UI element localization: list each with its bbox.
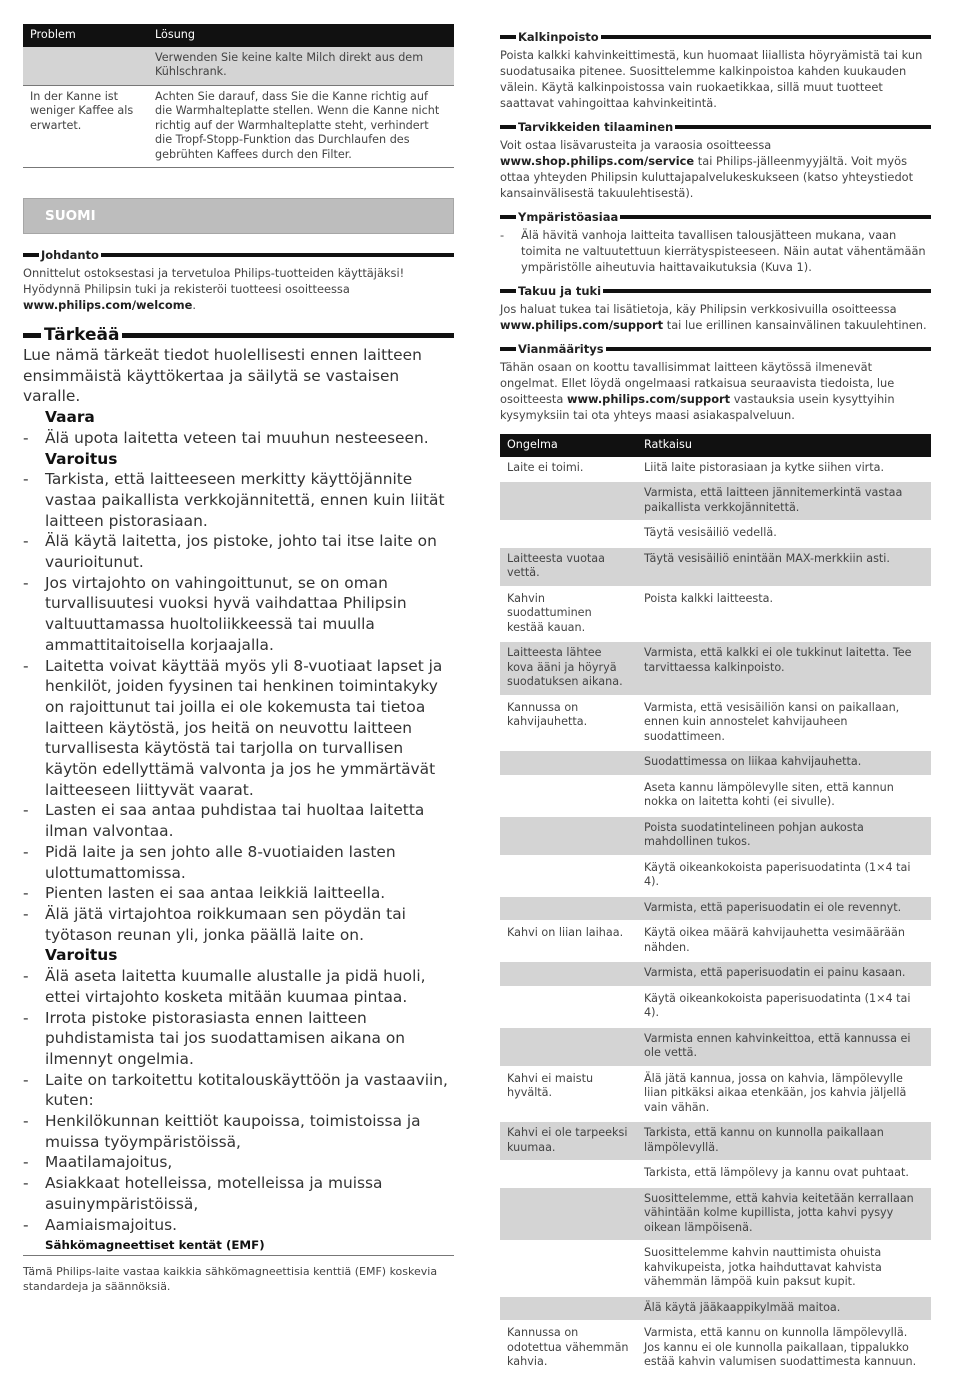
takuu-section [500, 284, 931, 333]
table-row [500, 776, 931, 816]
problem-cell [500, 1027, 637, 1067]
text: Tähän osaan on koottu tavallisimmat laitteen käytössä ilmenevät ongelmat. Ellet löydä ongelmaasi ratkaisua seuraavista tiedoista, lue osoitteesta [500, 360, 895, 407]
text: tai lue erillinen kansainvälinen takuulehtinen. [663, 318, 927, 333]
list-item: - Henkilökunnan keittiöt kaupoissa, toimistoissa ja muissa työympäristöissä, [23, 1111, 454, 1152]
table-row [500, 1027, 931, 1067]
text: . [192, 298, 196, 312]
solution-cell: Käytä oikeankokoista paperisuodatinta (1×4 tai 4). [637, 856, 931, 896]
heading-rule [101, 253, 454, 257]
heading-rule [603, 289, 931, 293]
heading-rule [122, 333, 454, 338]
solution-cell: Verwenden Sie keine kalte Milch direkt aus dem Kühlschrank. [148, 47, 454, 86]
table-row [500, 521, 931, 547]
table-row [500, 1161, 931, 1187]
table-body [500, 457, 931, 1376]
varoitus-heading: Varoitus [45, 946, 118, 965]
problem-cell: Kannussa on odotettua vähemmän kahvia. [500, 1321, 637, 1376]
tarvikkeet-text [500, 137, 931, 201]
johdanto-section [23, 248, 454, 313]
language-bar: SUOMI [23, 198, 454, 234]
ymparisto-heading [500, 210, 931, 224]
problem-cell [500, 1187, 637, 1242]
tarvikkeet-section [500, 120, 931, 201]
table-row [500, 1241, 931, 1296]
table-row [500, 481, 931, 521]
heading-rule [606, 347, 931, 351]
shop-link[interactable]: www.shop.philips.com/service [500, 154, 695, 168]
ymparisto-section [500, 210, 931, 275]
list-item: - Älä aseta laitetta kuumalle alustalle ja pidä huoli, ettei virtajohto kosketa mitään kuumaa pintaa. [23, 966, 454, 1007]
solution-cell: Varmista, että paperisuodatin ei ole revennyt. [637, 896, 931, 922]
list-item: - Älä jätä virtajohtoa roikkumaan sen pöydän tai työtason reunan yli, jonka päällä laite on. [23, 904, 454, 945]
tarkeaa-section [23, 325, 454, 1294]
header-solution: Ratkaisu [637, 434, 931, 457]
list-item: - Laitetta voivat käyttää myös yli 8-vuotiaat lapset ja henkilöt, joiden fyysinen tai henkinen toimintakyky on rajoittunut tai joilla ei ole kokemusta tai tietoa laitteen käytöstä, jos heitä on neuvottu laitteen turvallisesta käytöstä tai tarjolla on turvallisen käytön edellyttämä valvonta ja jos he ymmärtävät laitteeseen liittyvät vaarat. [23, 656, 454, 801]
emf-text: Tämä Philips-laite vastaa kaikkia sähkömagneettisia kenttiä (EMF) koskevia standardeja ja säännöksiä. [23, 1265, 438, 1294]
heading-rule [620, 215, 931, 219]
solution-cell: Tarkista, että kannu on kunnolla paikallaan lämpölevyllä. [637, 1121, 931, 1161]
solution-cell: Varmista, että paperisuodatin ei painu kasaan. [637, 961, 931, 987]
list-item: - Lasten ei saa antaa puhdistaa tai huoltaa laitetta ilman valvontaa. [23, 800, 454, 841]
heading-text: Vianmääritys [518, 342, 604, 357]
heading-rule [675, 125, 931, 129]
text: tai Philips-jälleenmyyjältä. Voit myös ottaa yhteyden Philipsin kuluttajapalvelukeskukseen (katso yhteystiedot kansainvälisestä takuulehtisestä). [500, 154, 914, 200]
list-item: - Maatilamajoitus, [23, 1152, 454, 1173]
vianmaaritys-section [500, 342, 931, 423]
takuu-text [500, 301, 931, 333]
problem-cell [500, 987, 637, 1027]
problem-cell [500, 856, 637, 896]
solution-cell: Täytä vesisäiliö vedellä. [637, 521, 931, 547]
ymparisto-list [500, 228, 931, 275]
takuu-heading [500, 284, 931, 298]
solution-cell: Suosittelemme, että kahvia keitetään kerrallaan vähintään kolme kupillista, jotta kahvi pysyy oikean lämpöisenä. [637, 1187, 931, 1242]
kalkinpoisto-section [500, 30, 931, 111]
kalkinpoisto-text: Poista kalkki kahvinkeittimestä, kun huomaat liiallista höyryämistä tai kun suodatusaika pitenee. Suosittelemme kalkinpoistoa kahden kuukauden välein. Käytä kalkinpoistossa vain ruokaetikkaa, sillä muut tuotteet saattavat vahingoittaa kahvinkeitintä. [500, 48, 923, 110]
heading-rule [500, 347, 516, 351]
heading-rule [500, 35, 516, 39]
solution-cell: Suosittelemme kahvin nauttimista ohuista kahvikupeista, jotka haihduttavat kahvista vähemmän lämpöä kuin paksut kupit. [637, 1241, 931, 1296]
solution-cell: Tarkista, että lämpölevy ja kannu ovat puhtaat. [637, 1161, 931, 1187]
fi-troubleshooting-table [500, 434, 931, 1377]
welcome-link[interactable]: www.philips.com/welcome [23, 298, 193, 312]
left-column [23, 24, 454, 1294]
list-item: - Irrota pistoke pistorasiasta ennen laitteen puhdistamista tai jos suodattamisen aikana on ilmennyt ongelmia. [23, 1008, 454, 1070]
table-header-row [500, 434, 931, 457]
text: vastauksia usein kysyttyihin kysymyksiin tai ota yhteys maasi asiakaspalveluun. [500, 392, 895, 423]
johdanto-heading [23, 248, 454, 262]
problem-cell [500, 521, 637, 547]
list-item: - Pidä laite ja sen johto alle 8-vuotiaiden lasten ulottumattomissa. [23, 842, 454, 883]
solution-cell: Käytä oikea määrä kahvijauhetta vesimäärään nähden. [637, 921, 931, 961]
heading-rule [500, 215, 516, 219]
table-row [500, 1187, 931, 1242]
tarkeaa-heading [23, 325, 454, 345]
problem-cell [500, 750, 637, 776]
table-row [500, 816, 931, 856]
right-column [500, 30, 931, 1377]
list-item: - Asiakkaat hotelleissa, motelleissa ja muissa asuinympäristöissä, [23, 1173, 454, 1214]
problem-cell [500, 1241, 637, 1296]
table-row [500, 587, 931, 642]
support-link[interactable]: www.philips.com/support [567, 392, 731, 407]
heading-text: Ympäristöasiaa [518, 210, 619, 224]
johdanto-text [23, 265, 454, 313]
problem-cell: Laite ei toimi. [500, 457, 637, 482]
table-header-row [23, 24, 454, 47]
problem-cell: Kahvi ei maistu hyvältä. [500, 1067, 637, 1122]
table-row [500, 896, 931, 922]
header-solution: Lösung [148, 24, 454, 47]
solution-cell: Poista kalkki laitteesta. [637, 587, 931, 642]
heading-text: Tärkeää [44, 325, 120, 345]
problem-cell [500, 481, 637, 521]
table-row [500, 856, 931, 896]
table-row [23, 85, 454, 168]
heading-rule [601, 35, 931, 39]
solution-cell: Älä jätä kannua, jossa on kahvia, lämpölevylle liian pitkäksi aikaa etenkään, jos kahvia jäljellä vain vähän. [637, 1067, 931, 1122]
list-item: - Pienten lasten ei saa antaa leikkiä laitteella. [23, 883, 454, 904]
problem-cell [500, 776, 637, 816]
problem-cell [23, 47, 148, 86]
list-item: - Jos virtajohto on vahingoittunut, se on oman turvallisuutesi vuoksi hyvä vaihdattaa Philipsin valtuuttamassa huoltoliikkeessä tai muulla ammattitaitoisella korjaajalla. [23, 573, 454, 656]
problem-cell [500, 1296, 637, 1322]
problem-cell [500, 961, 637, 987]
text: Voit ostaa lisävarusteita ja varaosia osoitteessa [500, 138, 772, 152]
varoitus-heading: Varoitus [45, 449, 118, 468]
tarkeaa-intro: Lue nämä tärkeät tiedot huolellisesti ennen laitteen ensimmäistä käyttökertaa ja säilytä se vastaisen varalle. [23, 346, 422, 406]
solution-cell: Varmista ennen kahvinkeittoa, että kannussa ei ole vettä. [637, 1027, 931, 1067]
table-row [500, 1121, 931, 1161]
list-item: - Älä käytä laitetta, jos pistoke, johto tai itse laite on vaurioitunut. [23, 531, 454, 572]
heading-text: Johdanto [41, 248, 99, 262]
table-row [500, 921, 931, 961]
solution-cell: Varmista, että kalkki ei ole tukkinut laitetta. Tee tarvittaessa kalkinpoisto. [637, 641, 931, 696]
kalkinpoisto-heading [500, 30, 931, 44]
emf-heading: Sähkömagneettiset kentät (EMF) [23, 1238, 454, 1256]
solution-cell: Käytä oikeankokoista paperisuodatinta (1×4 tai 4). [637, 987, 931, 1027]
solution-cell: Varmista, että vesisäiliön kansi on paikallaan, ennen kuin annostelet kahvijauheen suodattimeen. [637, 696, 931, 751]
solution-cell: Älä käytä jääkaappikylmää maitoa. [637, 1296, 931, 1322]
text: Onnittelut ostoksestasi ja tervetuloa Philips-tuotteiden käyttäjäksi! Hyödynnä Philipsin tuki ja rekisteröi tuotteesi osoitteessa [23, 266, 405, 296]
vianmaaritys-heading [500, 342, 931, 356]
heading-rule [500, 289, 516, 293]
tarvikkeet-heading [500, 120, 931, 134]
table-row [500, 1321, 931, 1376]
problem-cell: Kannussa on kahvijauhetta. [500, 696, 637, 751]
solution-cell: Suodattimessa on liikaa kahvijauhetta. [637, 750, 931, 776]
table-row [500, 1067, 931, 1122]
heading-rule [23, 253, 39, 257]
de-troubleshooting-table [23, 24, 454, 168]
list-item: - Laite on tarkoitettu kotitalouskäyttöön ja vastaaviin, kuten: [23, 1070, 454, 1111]
table-row [500, 696, 931, 751]
table-row [500, 1296, 931, 1322]
problem-cell: In der Kanne ist weniger Kaffee als erwartet. [23, 85, 148, 168]
vaara-list [23, 428, 454, 449]
problem-cell: Laitteesta lähtee kova ääni ja höyryä suodatuksen aikana. [500, 641, 637, 696]
problem-cell: Kahvi ei ole tarpeeksi kuumaa. [500, 1121, 637, 1161]
support-link[interactable]: www.philips.com/support [500, 318, 664, 333]
varoitus-list [23, 469, 454, 945]
solution-cell: Achten Sie darauf, dass Sie die Kanne richtig auf die Warmhalteplatte stellen. Wenn die Kanne nicht richtig auf der Warmhalteplatte steht, verhindert die Tropf-Stopp-Funktion das Durchlaufen des gebrühten Kaffees durch den Filter. [148, 85, 454, 168]
heading-text: Tarvikkeiden tilaaminen [518, 120, 674, 134]
solution-cell: Liitä laite pistorasiaan ja kytke siihen virta. [637, 457, 931, 482]
solution-cell: Aseta kannu lämpölevylle siten, että kannun nokka on laitetta kohti (ei sivulle). [637, 776, 931, 816]
heading-text: Kalkinpoisto [518, 30, 599, 44]
heading-rule [500, 125, 516, 129]
problem-cell [500, 896, 637, 922]
table-row [500, 457, 931, 482]
list-item: - Tarkista, että laitteeseen merkitty käyttöjännite vastaa paikallista verkkojännitettä, ennen kuin liität laitteen pistorasiaan. [23, 469, 454, 531]
vaara-heading: Vaara [45, 408, 95, 427]
solution-cell: Varmista, että kannu on kunnolla lämpölevyllä. Jos kannu ei ole kunnolla paikallaan, tippalukko estää kahvin valumisen suodattimesta kannuun. [637, 1321, 931, 1376]
vianmaaritys-text [500, 359, 931, 423]
header-problem: Problem [23, 24, 148, 47]
list-item: - Älä upota laitetta veteen tai muuhun nesteeseen. [23, 428, 454, 449]
list-item: - Aamiaismajoitus. [23, 1215, 454, 1236]
heading-rule [23, 333, 41, 338]
table-row [500, 961, 931, 987]
table-row [23, 47, 454, 86]
table-row [500, 750, 931, 776]
solution-cell: Täytä vesisäiliö enintään MAX-merkkiin asti. [637, 547, 931, 587]
table-row [500, 547, 931, 587]
text: Jos haluat tukea tai lisätietoja, käy Philipsin verkkosivuilla osoitteessa [500, 302, 897, 317]
solution-cell: Poista suodatintelineen pohjan aukosta mahdollinen tukos. [637, 816, 931, 856]
heading-text: Takuu ja tuki [518, 284, 602, 299]
problem-cell: Laitteesta vuotaa vettä. [500, 547, 637, 587]
problem-cell: Kahvin suodattuminen kestää kauan. [500, 587, 637, 642]
problem-cell [500, 1161, 637, 1187]
problem-cell: Kahvi on liian laihaa. [500, 921, 637, 961]
solution-cell: Varmista, että laitteen jännitemerkintä vastaa paikallista verkkojännitettä. [637, 481, 931, 521]
varoitus-list [23, 966, 454, 1235]
table-row [500, 641, 931, 696]
table-row [500, 987, 931, 1027]
header-problem: Ongelma [500, 434, 637, 457]
list-item: - Älä hävitä vanhoja laitteita tavallisen talousjätteen mukana, vaan toimita ne valtuutettuun kierrätyspisteeseen. Näin autat vähentämään ympäristölle aiheutuvia haittavaikutuksia (Kuva 1). [500, 228, 931, 275]
problem-cell [500, 816, 637, 856]
